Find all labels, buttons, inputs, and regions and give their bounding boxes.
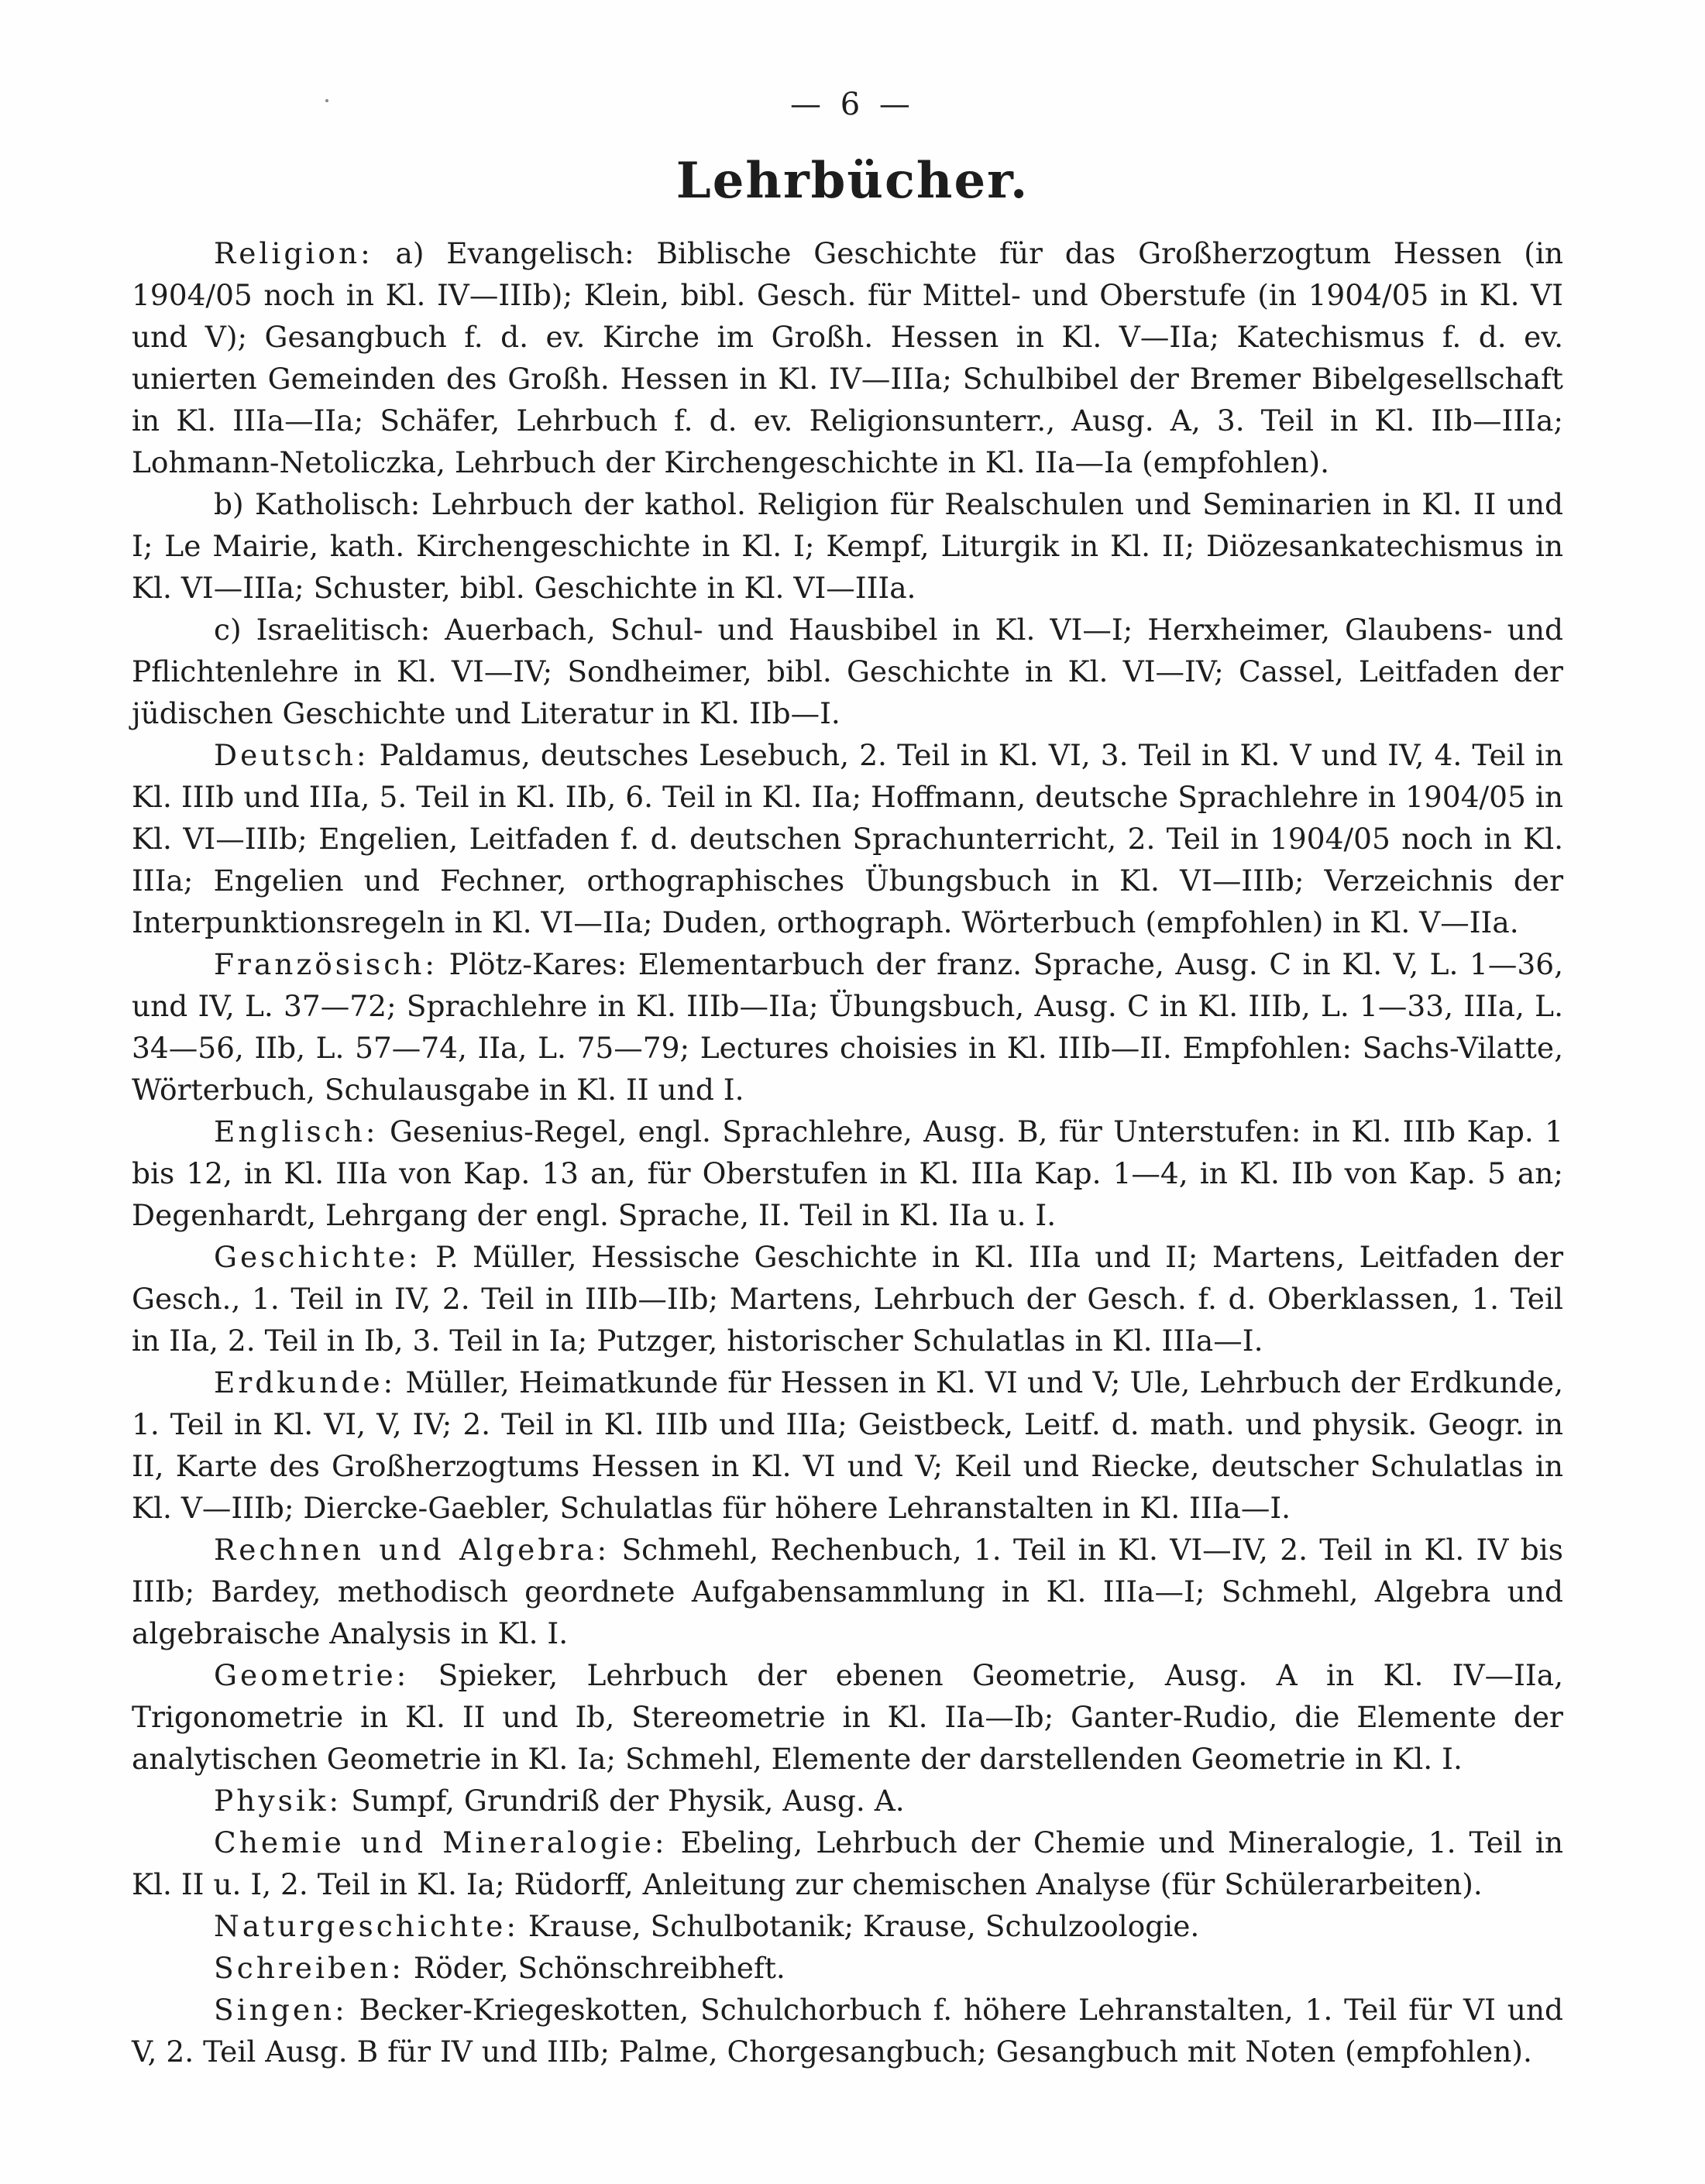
subject-heading: Chemie und Mineralogie: xyxy=(214,1825,668,1859)
paragraph-text: Plötz-Kares: Elementarbuch der franz. Sprache, Ausg. C in Kl. V, L. 1—36, und IV, L. 37—72; Sprachlehre in Kl. IIIb—IIa; Übungsbuch, Ausg. C in Kl. IIIb, L. 1—33, IIIa, L. 34—56, IIb, L. 57—74, IIa, L. 75—79; Lectures choisies in Kl. IIIb—II. Empfohlen: Sachs-Vilatte, Wörterbuch, Schulausgabe in Kl. II und I. xyxy=(132,947,1563,1107)
paragraph-text: a) Evangelisch: Biblische Geschichte für das Großherzogtum Hessen (in 1904/05 noch in Kl. IV—IIIb); Klein, bibl. Gesch. für Mittel- und Oberstufe (in 1904/05 in Kl. VI und V); Gesangbuch f. d. ev. Kirche im Großh. Hessen in Kl. V—IIa; Katechismus f. d. ev. unierten Gemeinden des Großh. Hessen in Kl. IV—IIIa; Schulbibel der Bremer Bibelgesellschaft in Kl. IIIa—IIa; Schäfer, Lehrbuch f. d. ev. Religionsunterr., Ausg. A, 3. Teil in Kl. IIb—IIIa; Lohmann-Netoliczka, Lehrbuch der Kirchengeschichte in Kl. IIa—Ia (empfohlen). xyxy=(132,236,1563,479)
paragraph-geschichte xyxy=(132,1236,1563,1362)
subject-heading: Erdkunde: xyxy=(214,1365,397,1399)
paragraph-text: Paldamus, deutsches Lesebuch, 2. Teil in Kl. VI, 3. Teil in Kl. V und IV, 4. Teil in Kl. IIIb und IIIa, 5. Teil in Kl. IIb, 6. Teil in Kl. IIa; Hoffmann, deutsche Sprachlehre in 1904/05 in Kl. VI—IIIb; Engelien, Leitfaden f. d. deutschen Sprachunterricht, 2. Teil in 1904/05 noch in Kl. IIIa; Engelien und Fechner, orthographisches Übungsbuch in Kl. VI—IIIb; Verzeichnis der Interpunktionsregeln in Kl. VI—IIa; Duden, orthograph. Wörterbuch (empfohlen) in Kl. V—IIa. xyxy=(132,738,1563,939)
paragraph-text: Ebeling, Lehrbuch der Chemie und Mineralogie, 1. Teil in Kl. II u. I, 2. Teil in Kl. Ia; Rüdorff, Anleitung zur chemischen Analyse (für Schülerarbeiten). xyxy=(132,1825,1563,1901)
paragraph-text: Schmehl, Rechenbuch, 1. Teil in Kl. VI—IV, 2. Teil in Kl. IV bis IIIb; Bardey, methodisch geordnete Aufgabensammlung in Kl. IIIa—I; Schmehl, Algebra und algebraische Analysis in Kl. I. xyxy=(132,1533,1563,1650)
subject-heading: Singen: xyxy=(214,1993,348,2027)
paragraph-text: Müller, Heimatkunde für Hessen in Kl. VI und V; Ule, Lehrbuch der Erdkunde, 1. Teil in Kl. VI, V, IV; 2. Teil in Kl. IIIb und IIIa; Geistbeck, Leitf. d. math. und physik. Geogr. in II, Karte des Großherzogtums Hessen in Kl. VI und V; Keil und Riecke, deutscher Schulatlas in Kl. V—IIIb; Diercke-Gaebler, Schulatlas für höhere Lehranstalten in Kl. IIIa—I. xyxy=(132,1365,1563,1525)
paragraph-text: b) Katholisch: Lehrbuch der kathol. Religion für Realschulen und Seminarien in Kl. II und I; Le Mairie, kath. Kirchengeschichte in Kl. I; Kempf, Liturgik in Kl. II; Diözesankatechismus in Kl. VI—IIIa; Schuster, bibl. Geschichte in Kl. VI—IIIa. xyxy=(132,487,1563,605)
paragraph-text: Spieker, Lehrbuch der ebenen Geometrie, Ausg. A in Kl. IV—IIa, Trigonometrie in Kl. II und Ib, Stereometrie in Kl. IIa—Ib; Ganter-Rudio, die Elemente der analytischen Geometrie in Kl. Ia; Schmehl, Elemente der darstellenden Geometrie in Kl. I. xyxy=(132,1658,1563,1776)
paragraph-naturgeschichte xyxy=(132,1905,1563,1947)
subject-heading: Geschichte: xyxy=(214,1240,421,1274)
subject-heading: Physik: xyxy=(214,1784,342,1818)
subject-heading: Rechnen und Algebra: xyxy=(214,1533,610,1567)
paragraph-deutsch xyxy=(132,734,1563,943)
paragraph-franzoesisch xyxy=(132,943,1563,1111)
paragraph-religion xyxy=(132,232,1563,483)
subject-heading: Französisch: xyxy=(214,947,438,981)
paragraph-religion-catholic xyxy=(132,483,1563,609)
paragraph-geometrie xyxy=(132,1654,1563,1780)
paragraph-text: Röder, Schönschreibheft. xyxy=(404,1951,785,1985)
subject-heading: Religion: xyxy=(214,236,373,270)
paragraph-text: P. Müller, Hessische Geschichte in Kl. IIIa und II; Martens, Leitfaden der Gesch., 1. Teil in IV, 2. Teil in IIIb—IIb; Martens, Lehrbuch der Gesch. f. d. Oberklassen, 1. Teil in IIa, 2. Teil in Ib, 3. Teil in Ia; Putzger, historischer Schulatlas in Kl. IIIa—I. xyxy=(132,1240,1563,1358)
paragraph-chemie-mineralogie xyxy=(132,1822,1563,1905)
paragraph-text: Gesenius-Regel, engl. Sprachlehre, Ausg. B, für Unterstufen: in Kl. IIIb Kap. 1 bis 12, in Kl. IIIa von Kap. 13 an, für Oberstufen in Kl. IIIa Kap. 1—4, in Kl. IIb von Kap. 5 an; Degenhardt, Lehrgang der engl. Sprache, II. Teil in Kl. IIa u. I. xyxy=(132,1114,1563,1232)
paragraph-text: Krause, Schulbotanik; Krause, Schulzoologie. xyxy=(518,1909,1200,1943)
paragraph-schreiben xyxy=(132,1947,1563,1989)
subject-heading: Naturgeschichte: xyxy=(214,1909,519,1943)
subject-heading: Englisch: xyxy=(214,1114,379,1149)
page-title: Lehrbücher. xyxy=(675,152,1030,210)
paragraph-text: c) Israelitisch: Auerbach, Schul- und Hausbibel in Kl. VI—I; Herxheimer, Glaubens- und Pflichtenlehre in Kl. VI—IV; Sondheimer, bibl. Geschichte in Kl. VI—IV; Cassel, Leitfaden der jüdischen Geschichte und Literatur in Kl. IIb—I. xyxy=(132,613,1563,730)
paragraph-text: Becker-Kriegeskotten, Schulchorbuch f. höhere Lehranstalten, 1. Teil für VI und V, 2. Teil Ausg. B für IV und IIIb; Palme, Chorgesangbuch; Gesangbuch mit Noten (empfohlen). xyxy=(132,1993,1563,2069)
paragraph-physik xyxy=(132,1780,1563,1822)
paragraph-singen xyxy=(132,1989,1563,2072)
subject-heading: Geometrie: xyxy=(214,1658,410,1692)
textbook-list xyxy=(132,232,1563,2072)
subject-heading: Schreiben: xyxy=(214,1951,404,1985)
paragraph-erdkunde xyxy=(132,1362,1563,1529)
paragraph-religion-israelite xyxy=(132,609,1563,734)
page-number: — 6 — xyxy=(790,87,915,122)
paragraph-text: Sumpf, Grundriß der Physik, Ausg. A. xyxy=(342,1784,905,1818)
paragraph-rechnen-algebra xyxy=(132,1529,1563,1654)
subject-heading: Deutsch: xyxy=(214,738,370,772)
paragraph-englisch xyxy=(132,1111,1563,1236)
